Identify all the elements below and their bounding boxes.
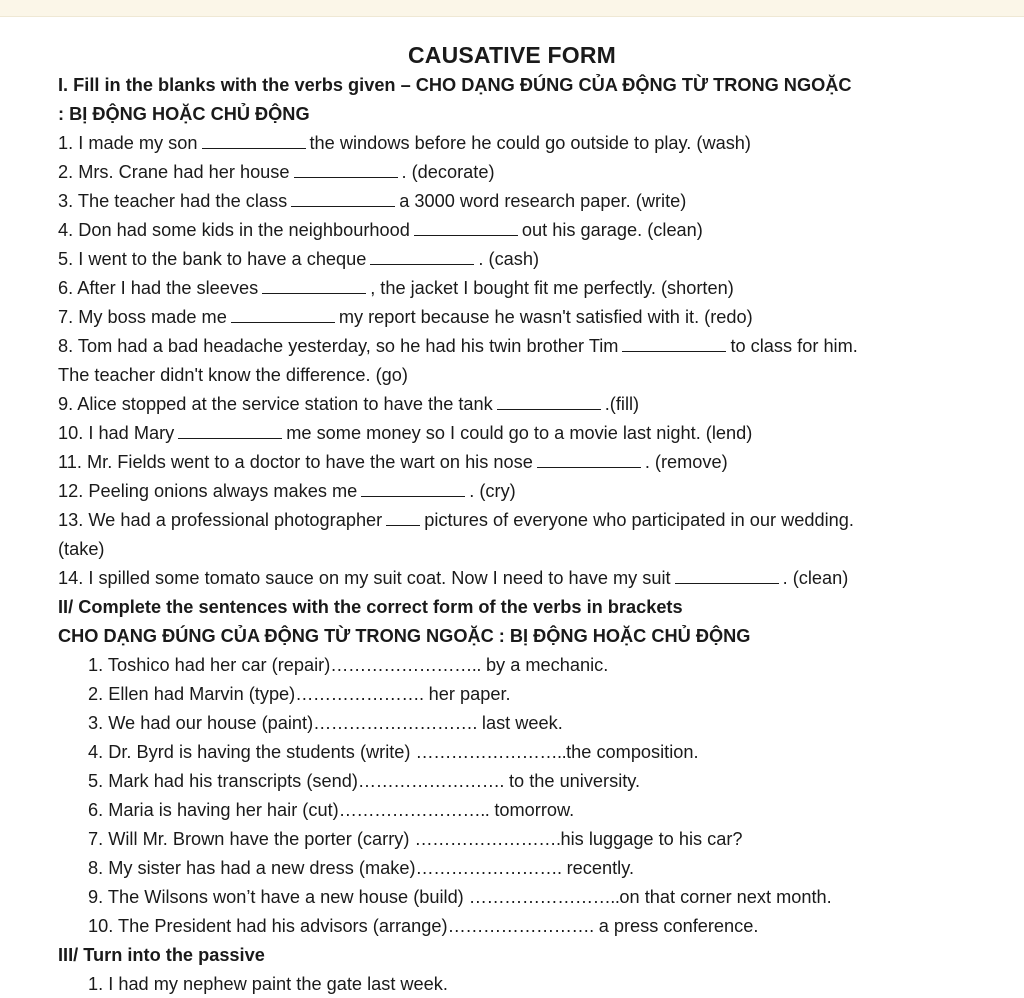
exercise-item-11: 11. Mr. Fields went to a doctor to have the wart on his nose . (remove) bbox=[58, 452, 728, 472]
exercise-item-8-cont: The teacher didn't know the difference. (go) bbox=[58, 365, 408, 385]
section2-heading: II/ Complete the sentences with the correct form of the verbs in brackets bbox=[58, 597, 683, 617]
answer-dots[interactable]: …………………….. bbox=[338, 800, 490, 820]
exercise-item-3: 3. The teacher had the class a 3000 word research paper. (write) bbox=[58, 191, 687, 211]
exercise2-item-6: 6. Maria is having her hair (cut)…………………….. tomorrow. bbox=[88, 800, 575, 820]
exercise3-item-1: 1. I had my nephew paint the gate last week. bbox=[88, 974, 448, 994]
answer-blank[interactable] bbox=[291, 190, 395, 207]
exercise2-item-3: 3. We had our house (paint)………………………. last week. bbox=[88, 713, 563, 733]
section2-heading-cont: CHO DẠNG ĐÚNG CỦA ĐỘNG TỪ TRONG NGOẶC : BỊ ĐỘNG HOẶC CHỦ ĐỘNG bbox=[58, 626, 751, 646]
exercise-item-8: 8. Tom had a bad headache yesterday, so he had his twin brother Tim to class for him. bbox=[58, 336, 858, 356]
exercise-item-4: 4. Don had some kids in the neighbourhood out his garage. (clean) bbox=[58, 220, 703, 240]
exercise2-item-8: 8. My sister has had a new dress (make)……………………. recently. bbox=[88, 858, 635, 878]
section1-heading-cont: : BỊ ĐỘNG HOẶC CHỦ ĐỘNG bbox=[58, 104, 310, 124]
exercise2-item-10: 10. The President had his advisors (arrange)……………………. a press conference. bbox=[88, 916, 759, 936]
exercise-item-2: 2. Mrs. Crane had her house . (decorate) bbox=[58, 162, 495, 182]
answer-blank[interactable] bbox=[497, 393, 601, 410]
answer-dots[interactable]: ……………………. bbox=[447, 916, 594, 936]
answer-dots[interactable]: …………………….. bbox=[330, 655, 481, 675]
exercise-item-13: 13. We had a professional photographer pictures of everyone who participated in our wedding. bbox=[58, 510, 854, 530]
answer-blank[interactable] bbox=[370, 248, 474, 265]
exercise2-item-5: 5. Mark had his transcripts (send)……………………. to the university. bbox=[88, 771, 641, 791]
exercise-item-7: 7. My boss made me my report because he wasn't satisfied with it. (redo) bbox=[58, 307, 753, 327]
answer-blank[interactable] bbox=[414, 219, 518, 236]
exercise-item-12: 12. Peeling onions always makes me . (cry) bbox=[58, 481, 516, 501]
answer-dots[interactable]: …………………….. bbox=[415, 742, 567, 762]
exercise2-item-1: 1. Toshico had her car (repair)…………………….. by a mechanic. bbox=[88, 655, 609, 675]
exercise-item-13-cont: (take) bbox=[58, 539, 105, 559]
answer-blank[interactable] bbox=[675, 567, 779, 584]
exercise2-item-9: 9. The Wilsons won’t have a new house (build) ……………………..on that corner next month. bbox=[88, 887, 832, 907]
answer-dots[interactable]: …………………. bbox=[295, 684, 424, 704]
answer-blank[interactable] bbox=[294, 161, 398, 178]
worksheet-page bbox=[0, 16, 1024, 998]
exercise2-item-2: 2. Ellen had Marvin (type)…………………. her paper. bbox=[88, 684, 511, 704]
exercise2-item-4: 4. Dr. Byrd is having the students (write) ……………………..the composition. bbox=[88, 742, 699, 762]
top-band bbox=[0, 0, 1024, 17]
exercise-item-9: 9. Alice stopped at the service station to have the tank .(fill) bbox=[58, 394, 640, 414]
answer-blank[interactable] bbox=[361, 480, 465, 497]
section1-heading: I. Fill in the blanks with the verbs given – CHO DẠNG ĐÚNG CỦA ĐỘNG TỪ TRONG NGOẶC bbox=[58, 75, 852, 95]
exercise-item-6: 6. After I had the sleeves , the jacket I bought fit me perfectly. (shorten) bbox=[58, 278, 734, 298]
answer-dots[interactable]: ……………………. bbox=[414, 829, 561, 849]
exercise-item-14: 14. I spilled some tomato sauce on my suit coat. Now I need to have my suit . (clean) bbox=[58, 568, 849, 588]
answer-blank[interactable] bbox=[386, 509, 420, 526]
answer-blank[interactable] bbox=[178, 422, 282, 439]
answer-blank[interactable] bbox=[537, 451, 641, 468]
answer-blank[interactable] bbox=[622, 335, 726, 352]
answer-dots[interactable]: ……………………. bbox=[357, 771, 504, 791]
answer-blank[interactable] bbox=[202, 132, 306, 149]
exercise2-item-7: 7. Will Mr. Brown have the porter (carry) …………………….his luggage to his car? bbox=[88, 829, 743, 849]
answer-dots[interactable]: …………………….. bbox=[468, 887, 620, 907]
answer-blank[interactable] bbox=[231, 306, 335, 323]
exercise-item-10: 10. I had Mary me some money so I could go to a movie last night. (lend) bbox=[58, 423, 753, 443]
answer-dots[interactable]: ………………………. bbox=[313, 713, 477, 733]
exercise-item-1: 1. I made my son the windows before he could go outside to play. (wash) bbox=[58, 133, 751, 153]
answer-blank[interactable] bbox=[262, 277, 366, 294]
answer-dots[interactable]: ……………………. bbox=[415, 858, 562, 878]
section3-heading: III/ Turn into the passive bbox=[58, 945, 265, 965]
exercise-item-5: 5. I went to the bank to have a cheque . (cash) bbox=[58, 249, 540, 269]
page-title: CAUSATIVE FORM bbox=[407, 42, 617, 68]
